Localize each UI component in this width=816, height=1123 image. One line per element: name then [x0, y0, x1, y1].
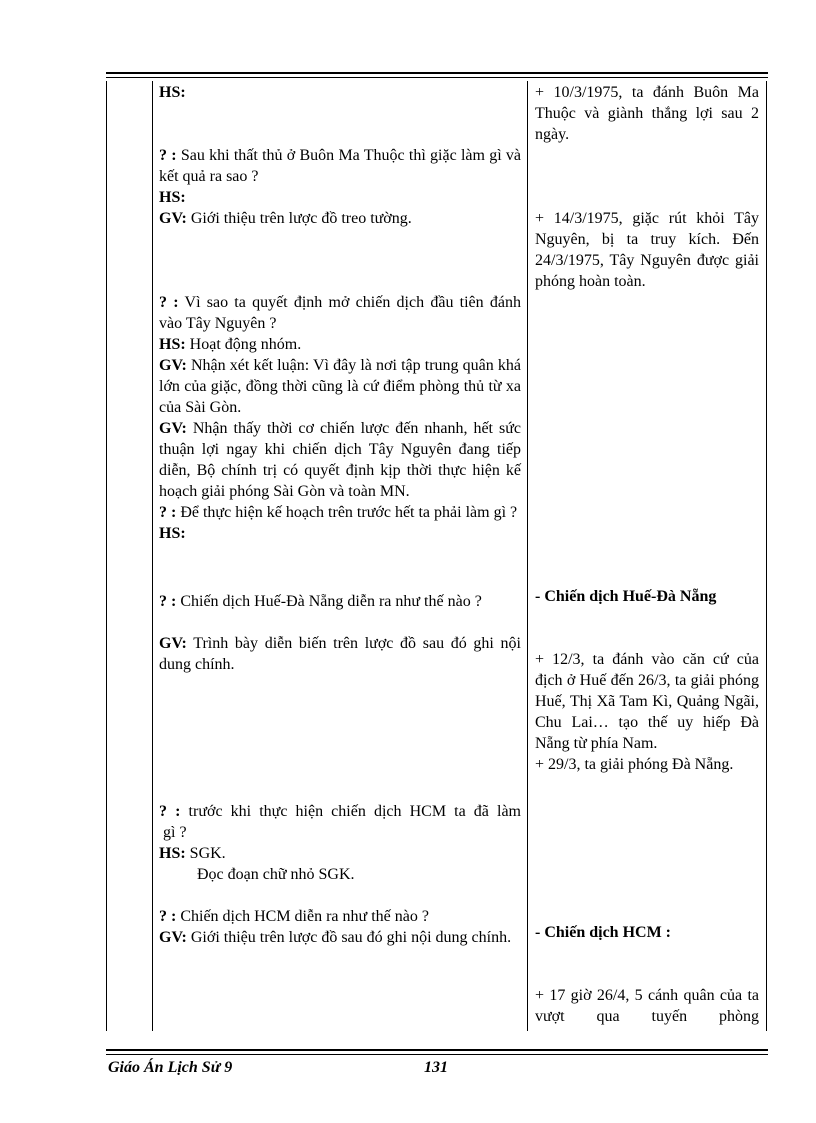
content-hue-liberation: + 12/3, ta đánh vào căn cứ của địch ở Huế đến 26/3, ta giải phóng Huế, Thị Xã Tam Kì, Quảng Ngãi, Chu Lai… tạo thế uy hiếp Đà Nẵng từ phía Nam.	[535, 651, 759, 752]
heading-hcm-campaign: - Chiến dịch HCM :	[535, 924, 671, 941]
gv-map-intro: GV: Giới thiệu trên lược đồ treo tường.	[159, 210, 412, 227]
header-rule-thick	[106, 72, 768, 74]
question-tay-nguyen: ? : Vì sao ta quyết định mở chiến dịch đầu tiên đánh vào Tây Nguyên ?	[159, 294, 521, 332]
content-column	[535, 82, 759, 1027]
table-border-inner-left	[152, 81, 153, 1031]
block-gv-hue	[159, 633, 521, 801]
block-question-hue	[159, 591, 521, 633]
block-heading-hcm	[535, 922, 759, 985]
gv-hcm-map: GV: Giới thiệu trên lược đồ sau đó ghi nội dung chính.	[159, 929, 512, 946]
question-retreat: ? : Sau khi thất thủ ở Buôn Ma Thuộc thì giặc làm gì và kết quả ra sao ?	[159, 147, 522, 185]
content-buon-ma-thuot: + 10/3/1975, ta đánh Buôn Ma Thuộc và giành thắng lợi sau 2 ngày.	[535, 84, 759, 143]
block-buon-ma-thuot	[535, 82, 759, 208]
hs-label: HS:	[159, 525, 186, 542]
question-before-hcm-cont: gì ?	[163, 824, 187, 841]
block-hcm	[535, 985, 759, 1027]
question-hcm: ? : Chiến dịch HCM diễn ra như thế nào ?	[159, 908, 429, 925]
header-rule-thin	[106, 77, 768, 78]
heading-hue-da-nang: - Chiến dịch Huế-Đà Nẵng	[535, 588, 717, 605]
gv-present-map: GV: Trình bày diễn biến trên lược đồ sau đó ghi nội dung chính.	[159, 635, 521, 673]
content-da-nang-liberation: + 29/3, ta giải phóng Đà Nẵng.	[535, 756, 734, 773]
block-hs-1	[159, 82, 521, 145]
question-plan: ? : Để thực hiện kế hoạch trên trước hết ta phải làm gì ?	[159, 504, 518, 521]
question-before-hcm: ? : trước khi thực hiện chiến dịch HCM ta đã làm	[159, 803, 522, 820]
question-hue-da-nang: ? : Chiến dịch Huế-Đà Nẵng diễn ra như thế nào ?	[159, 593, 482, 610]
block-question-hcm	[159, 906, 521, 948]
table-column-divider	[527, 81, 528, 1031]
page-number: 131	[424, 1059, 448, 1076]
hs-group-work: HS: Hoạt động nhóm.	[159, 336, 302, 353]
footer-rule-thin	[106, 1054, 768, 1055]
content-hcm-start: + 17 giờ 26/4, 5 cánh quân của ta vượt qua tuyến phòng	[535, 987, 759, 1025]
activities-column	[159, 82, 521, 948]
gv-opportunity: GV: Nhận thấy thời cơ chiến lược đến nhanh, hết sức thuận lợi ngay khi chiến dịch Tây Nguyên đang tiếp diễn, Bộ chính trị có quyết định kịp thời thực hiện kế hoạch giải phóng Sài Gòn và toàn MN.	[159, 420, 521, 500]
block-question-before-hcm	[159, 801, 521, 906]
read-small-print: Đọc đoạn chữ nhỏ SGK.	[197, 866, 355, 883]
footer-rule-thick	[106, 1049, 768, 1051]
table-border-outer-left	[106, 81, 107, 1031]
gv-conclusion: GV: Nhận xét kết luận: Vì đây là nơi tập trung quân khá lớn của giặc, đồng thời cũng là cứ điểm phòng thủ từ xa của Sài Gòn.	[159, 357, 522, 416]
block-question-tay-nguyen	[159, 292, 521, 591]
footer-title: Giáo Án Lịch Sử 9	[108, 1059, 233, 1076]
hs-label: HS:	[159, 84, 186, 101]
table-border-right	[766, 81, 767, 1031]
hs-sgk: HS: SGK.	[159, 845, 226, 862]
hs-label: HS:	[159, 189, 186, 206]
block-hue-da-nang	[535, 649, 759, 922]
block-heading-hue	[535, 586, 759, 649]
content-tay-nguyen: + 14/3/1975, giặc rút khỏi Tây Nguyên, bị ta truy kích. Đến 24/3/1975, Tây Nguyên được giải phóng hoàn toàn.	[535, 210, 759, 290]
block-question-retreat	[159, 145, 521, 292]
block-tay-nguyen	[535, 208, 759, 586]
